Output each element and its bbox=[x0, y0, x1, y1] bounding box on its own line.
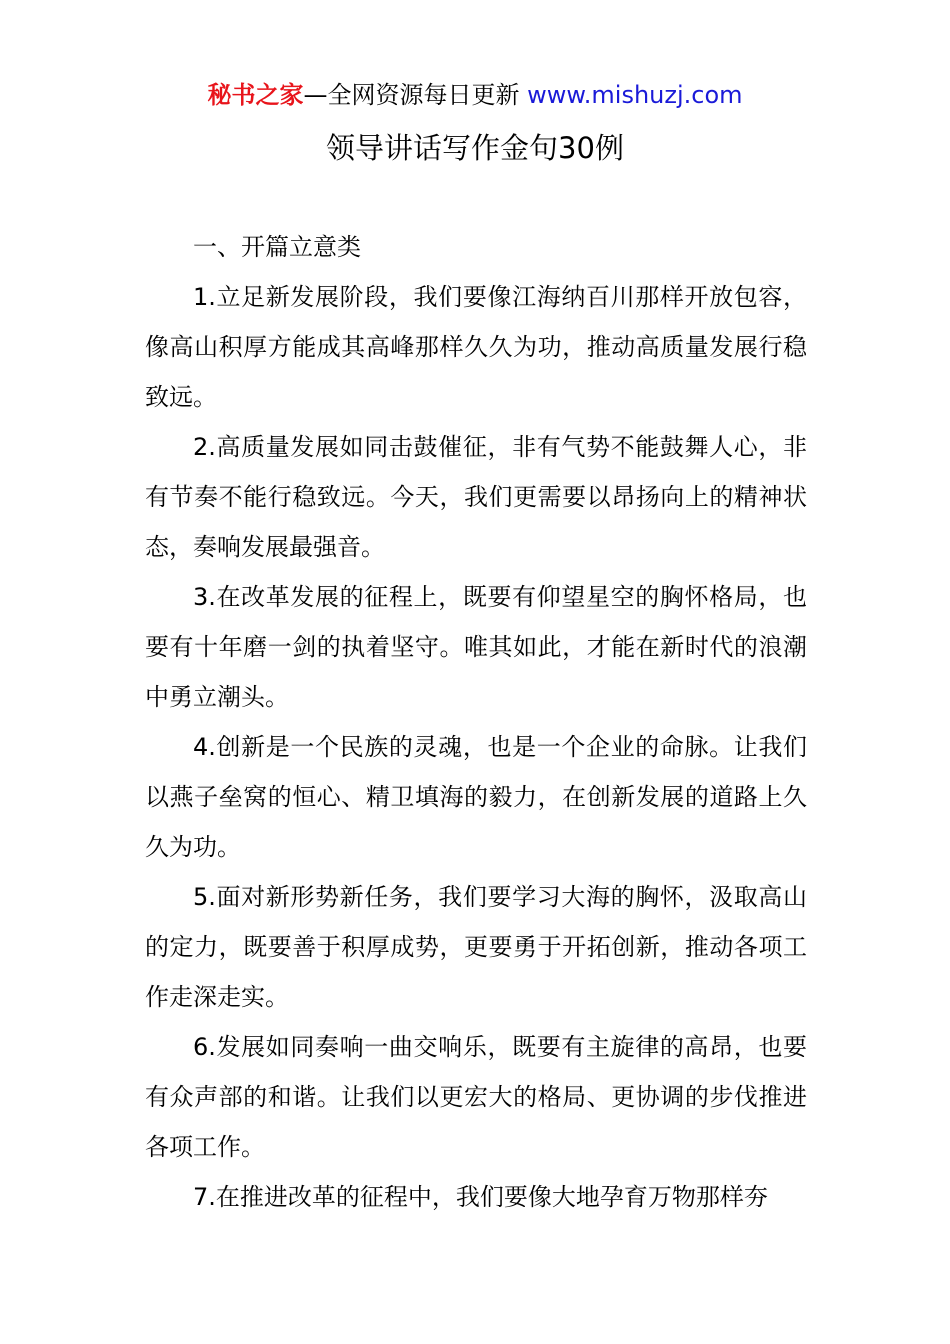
paragraph-6: 6.发展如同奏响一曲交响乐，既要有主旋律的高昂，也要有众声部的和谐。让我们以更宏大的格局、更协调的步伐推进各项工作。 bbox=[145, 1033, 807, 1161]
paragraph-5: 5.面对新形势新任务，我们要学习大海的胸怀，汲取高山的定力，既要善于积厚成势，更要勇于开拓创新，推动各项工作走深走实。 bbox=[145, 883, 807, 1011]
document-title: 领导讲话写作金句30例 bbox=[326, 131, 624, 165]
section-heading: 一、开篇立意类 bbox=[193, 233, 361, 261]
paragraph-7: 7.在推进改革的征程中，我们要像大地孕育万物那样夯 bbox=[193, 1183, 768, 1211]
paragraph-1: 1.立足新发展阶段，我们要像江海纳百川那样开放包容，像高山积厚方能成其高峰那样久久为功，推动高质量发展行稳致远。 bbox=[145, 283, 807, 411]
paragraph-3: 3.在改革发展的征程上，既要有仰望星空的胸怀格局，也要有十年磨一剑的执着坚守。唯其如此，才能在新时代的浪潮中勇立潮头。 bbox=[145, 583, 807, 711]
header-tagline: —全网资源每日更新 bbox=[303, 81, 520, 109]
brand-name: 秘书之家 bbox=[207, 81, 304, 109]
document-body bbox=[145, 222, 807, 1222]
paragraph-2: 2.高质量发展如同击鼓催征，非有气势不能鼓舞人心，非有节奏不能行稳致远。今天，我们更需要以昂扬向上的精神状态，奏响发展最强音。 bbox=[145, 433, 807, 561]
paragraph-4: 4.创新是一个民族的灵魂，也是一个企业的命脉。让我们以燕子垒窝的恒心、精卫填海的毅力，在创新发展的道路上久久为功。 bbox=[145, 733, 807, 861]
site-url[interactable]: www.mishuzj.com bbox=[527, 81, 743, 109]
site-header bbox=[0, 78, 950, 112]
